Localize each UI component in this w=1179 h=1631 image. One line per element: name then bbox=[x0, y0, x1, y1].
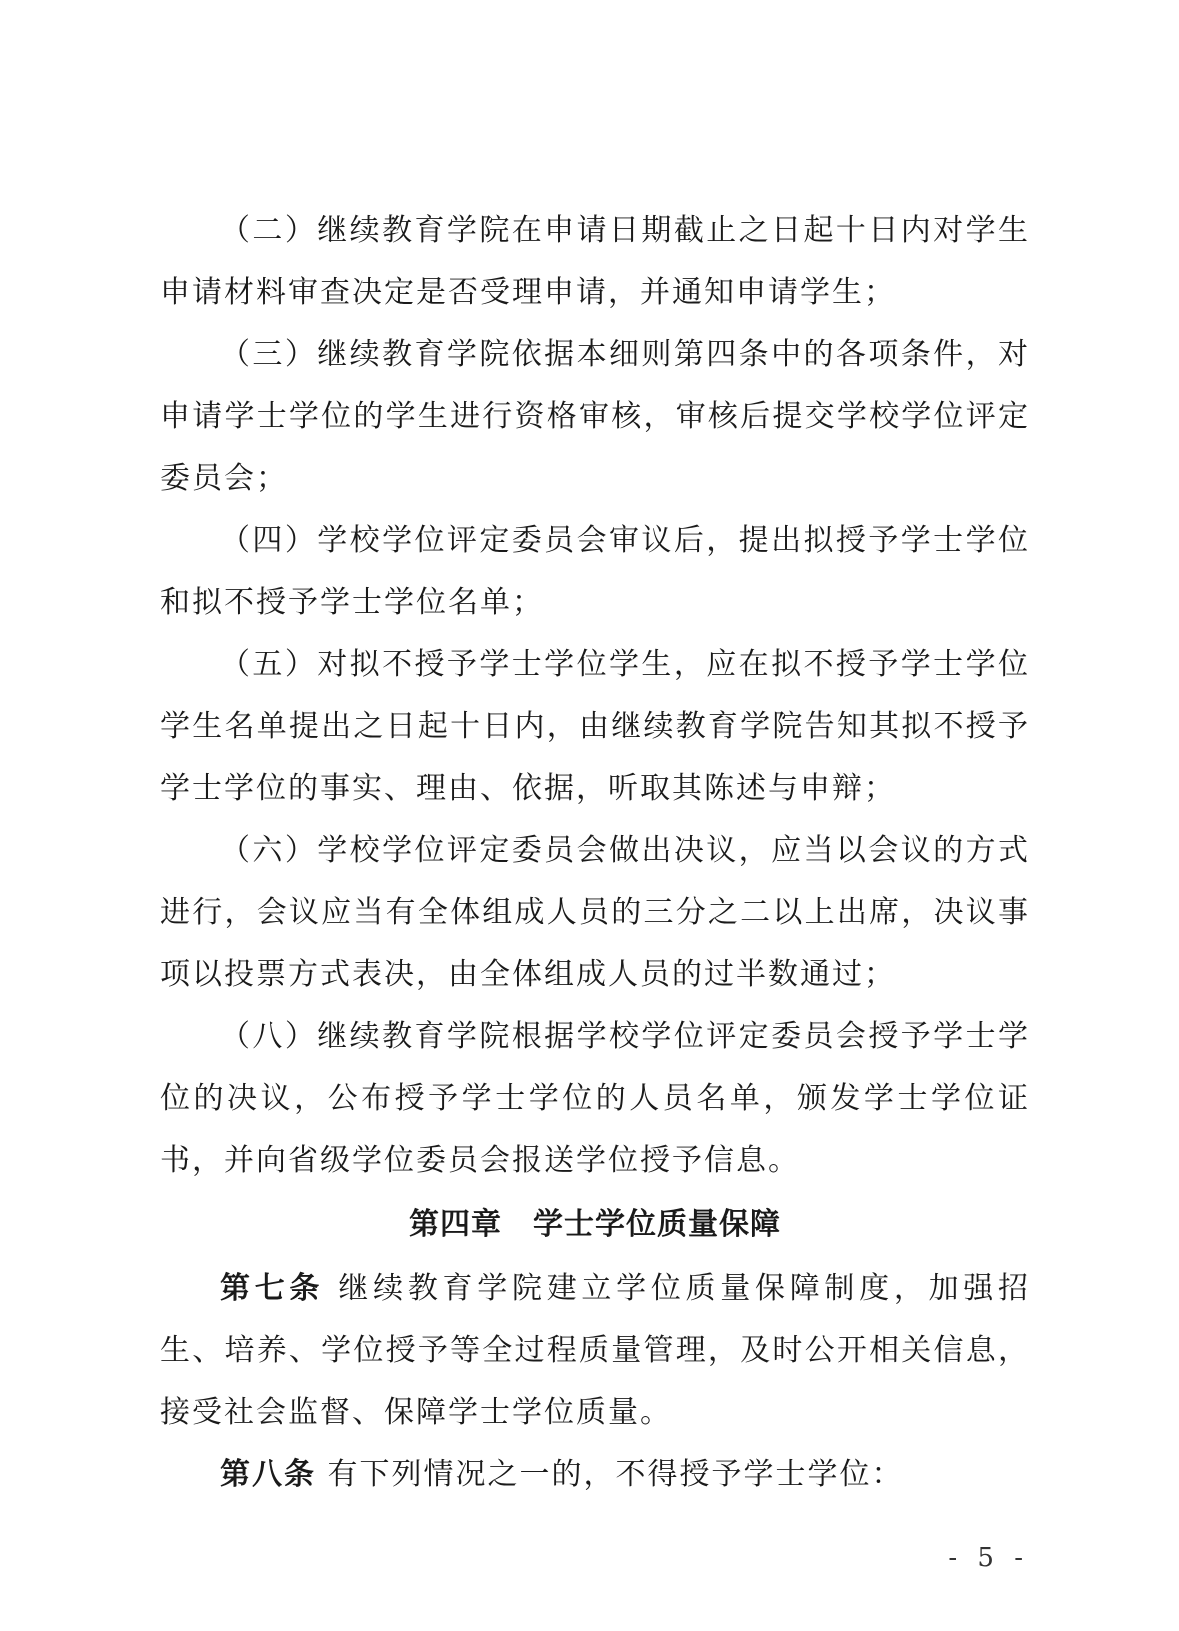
paragraph-item-4: （四）学校学位评定委员会审议后，提出拟授予学士学位和拟不授予学士学位名单； bbox=[160, 523, 1030, 620]
article-8-lead: 第八条 bbox=[220, 1457, 316, 1492]
article-7 bbox=[160, 1258, 1030, 1444]
paragraph-item-2: （二）继续教育学院在申请日期截止之日起十日内对学生申请材料审查决定是否受理申请，并通知申请学生； bbox=[160, 213, 1030, 310]
paragraph-item-8: （八）继续教育学院根据学校学位评定委员会授予学士学位的决议，公布授予学士学位的人员名单，颁发学士学位证书，并向省级学位委员会报送学位授予信息。 bbox=[160, 1019, 1030, 1178]
article-8 bbox=[160, 1444, 1030, 1506]
article-7-lead: 第七条 bbox=[220, 1271, 325, 1306]
document-body bbox=[160, 200, 1030, 1506]
paragraph-item-3: （三）继续教育学院依据本细则第四条中的各项条件，对申请学士学位的学生进行资格审核，审核后提交学校学位评定委员会； bbox=[160, 337, 1030, 496]
chapter-title: 第四章 学士学位质量保障 bbox=[409, 1207, 781, 1242]
page-number: - 5 - bbox=[948, 1543, 1029, 1573]
paragraph-item-6: （六）学校学位评定委员会做出决议，应当以会议的方式进行，会议应当有全体组成人员的三分之二以上出席，决议事项以投票方式表决，由全体组成人员的过半数通过； bbox=[160, 833, 1030, 992]
article-7-text: 继续教育学院建立学位质量保障制度，加强招生、培养、学位授予等全过程质量管理，及时公开相关信息，接受社会监督、保障学士学位质量。 bbox=[160, 1271, 1030, 1430]
paragraph-item-5: （五）对拟不授予学士学位学生，应在拟不授予学士学位学生名单提出之日起十日内，由继续教育学院告知其拟不授予学士学位的事实、理由、依据，听取其陈述与申辩； bbox=[160, 647, 1030, 806]
article-8-text: 有下列情况之一的，不得授予学士学位： bbox=[316, 1457, 904, 1492]
